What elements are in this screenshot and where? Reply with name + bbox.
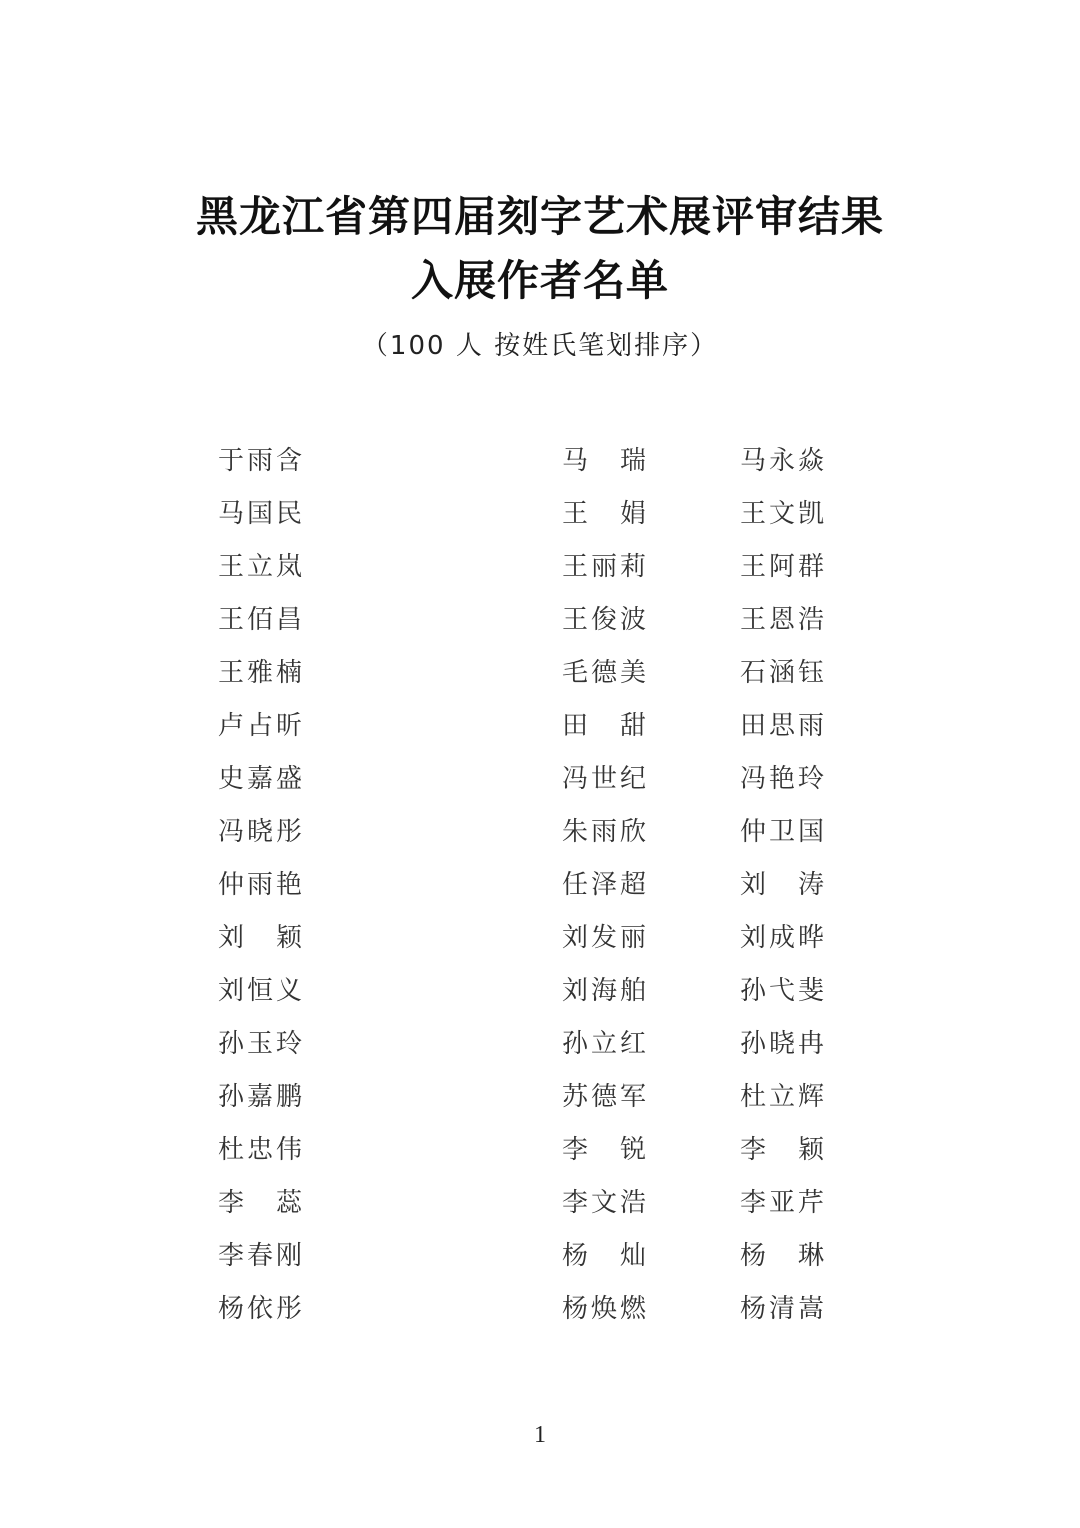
- author-name-text: 王立岚: [218, 552, 302, 582]
- author-name: [740, 654, 864, 707]
- author-name-text: 刘 涛: [740, 870, 824, 900]
- author-name: [740, 972, 864, 1025]
- author-name-text: 李 蕊: [218, 1188, 302, 1218]
- author-name-text: 李亚芹: [740, 1188, 824, 1218]
- author-name-text: 刘发丽: [562, 923, 646, 953]
- author-name-text: 田 甜: [562, 711, 646, 741]
- author-name-text: 孙玉玲: [218, 1029, 302, 1059]
- author-name: [218, 707, 400, 760]
- author-name: [218, 1237, 400, 1290]
- author-name-text: 王佰昌: [218, 605, 302, 635]
- author-name-text: 王恩浩: [740, 605, 824, 635]
- author-name: [740, 1184, 864, 1237]
- author-name: [500, 1025, 682, 1078]
- author-name: [740, 760, 864, 813]
- author-name-text: 卢占昕: [218, 711, 302, 741]
- author-name: [500, 1237, 682, 1290]
- author-name: [218, 1025, 400, 1078]
- author-name: [740, 548, 864, 601]
- author-name: [740, 1025, 864, 1078]
- author-name-text: 冯艳玲: [740, 764, 824, 794]
- author-name-text: 马永焱: [740, 446, 824, 476]
- author-name: [218, 1290, 400, 1343]
- author-name: [500, 1078, 682, 1131]
- author-name: [218, 1184, 400, 1237]
- author-name-text: 史嘉盛: [218, 764, 302, 794]
- page-number: 1: [534, 1422, 546, 1448]
- author-name-text: 王丽莉: [562, 552, 646, 582]
- author-name: [740, 1290, 864, 1343]
- author-name-text: 王 娟: [562, 499, 646, 529]
- author-name: [500, 1131, 682, 1184]
- author-name: [218, 654, 400, 707]
- author-name-text: 孙嘉鹏: [218, 1082, 302, 1112]
- author-name: [218, 866, 400, 919]
- author-name: [500, 972, 682, 1025]
- author-name: [218, 1131, 400, 1184]
- author-name-text: 孙弋斐: [740, 976, 824, 1006]
- author-name-text: 杜立辉: [740, 1082, 824, 1112]
- author-name: [218, 548, 400, 601]
- author-name-text: 马 瑞: [562, 446, 646, 476]
- author-name: [500, 813, 682, 866]
- author-name: [218, 972, 400, 1025]
- author-name-text: 毛德美: [562, 658, 646, 688]
- author-name-text: 刘成晔: [740, 923, 824, 953]
- author-name: [500, 495, 682, 548]
- name-list: [218, 442, 864, 1343]
- document-title-line-2: 入展作者名单: [410, 256, 669, 305]
- author-name: [740, 1078, 864, 1131]
- author-name-text: 杨清嵩: [740, 1294, 824, 1324]
- author-name: [218, 495, 400, 548]
- author-name-text: 王俊波: [562, 605, 646, 635]
- author-name-text: 任泽超: [562, 870, 646, 900]
- author-name-text: 王雅楠: [218, 658, 302, 688]
- author-name: [218, 760, 400, 813]
- author-name: [740, 601, 864, 654]
- author-name: [500, 707, 682, 760]
- author-name-text: 于雨含: [218, 446, 302, 476]
- author-name: [500, 760, 682, 813]
- author-name: [500, 1290, 682, 1343]
- author-name-text: 朱雨欣: [562, 817, 646, 847]
- author-name: [500, 654, 682, 707]
- author-name: [740, 495, 864, 548]
- author-name-text: 孙晓冉: [740, 1029, 824, 1059]
- author-name: [740, 442, 864, 495]
- author-name-text: 王阿群: [740, 552, 824, 582]
- author-name-text: 杨依彤: [218, 1294, 302, 1324]
- author-name-text: 杜忠伟: [218, 1135, 302, 1165]
- author-name-text: 苏德军: [562, 1082, 646, 1112]
- author-name: [740, 919, 864, 972]
- author-name: [740, 1237, 864, 1290]
- author-name-text: 李文浩: [562, 1188, 646, 1218]
- document-subtitle: （100 人 按姓氏笔划排序）: [361, 331, 719, 361]
- document-title-line-1: 黑龙江省第四届刻字艺术展评审结果: [195, 192, 884, 241]
- author-name: [500, 601, 682, 654]
- author-name: [740, 813, 864, 866]
- author-name-text: 石涵钰: [740, 658, 824, 688]
- author-name-text: 冯晓彤: [218, 817, 302, 847]
- author-name-text: 王文凯: [740, 499, 824, 529]
- author-name-text: 刘恒义: [218, 976, 302, 1006]
- author-name: [500, 866, 682, 919]
- author-name-text: 冯世纪: [562, 764, 646, 794]
- author-name-text: 杨 琳: [740, 1241, 824, 1271]
- author-name-text: 马国民: [218, 499, 302, 529]
- author-name-text: 李 颖: [740, 1135, 824, 1165]
- author-name: [218, 1078, 400, 1131]
- author-name: [740, 707, 864, 760]
- author-name-text: 杨焕燃: [562, 1294, 646, 1324]
- author-name-text: 李春刚: [218, 1241, 302, 1271]
- author-name: [218, 442, 400, 495]
- author-name-text: 田思雨: [740, 711, 824, 741]
- author-name: [218, 919, 400, 972]
- author-name: [500, 548, 682, 601]
- author-name: [218, 813, 400, 866]
- author-name-text: 李 锐: [562, 1135, 646, 1165]
- author-name-text: 刘海舶: [562, 976, 646, 1006]
- author-name: [740, 866, 864, 919]
- author-name-text: 仲雨艳: [218, 870, 302, 900]
- author-name-text: 仲卫国: [740, 817, 824, 847]
- author-name: [500, 442, 682, 495]
- author-name: [218, 601, 400, 654]
- author-name-text: 杨 灿: [562, 1241, 646, 1271]
- author-name: [740, 1131, 864, 1184]
- author-name-text: 刘 颖: [218, 923, 302, 953]
- author-name: [500, 1184, 682, 1237]
- author-name-text: 孙立红: [562, 1029, 646, 1059]
- author-name: [500, 919, 682, 972]
